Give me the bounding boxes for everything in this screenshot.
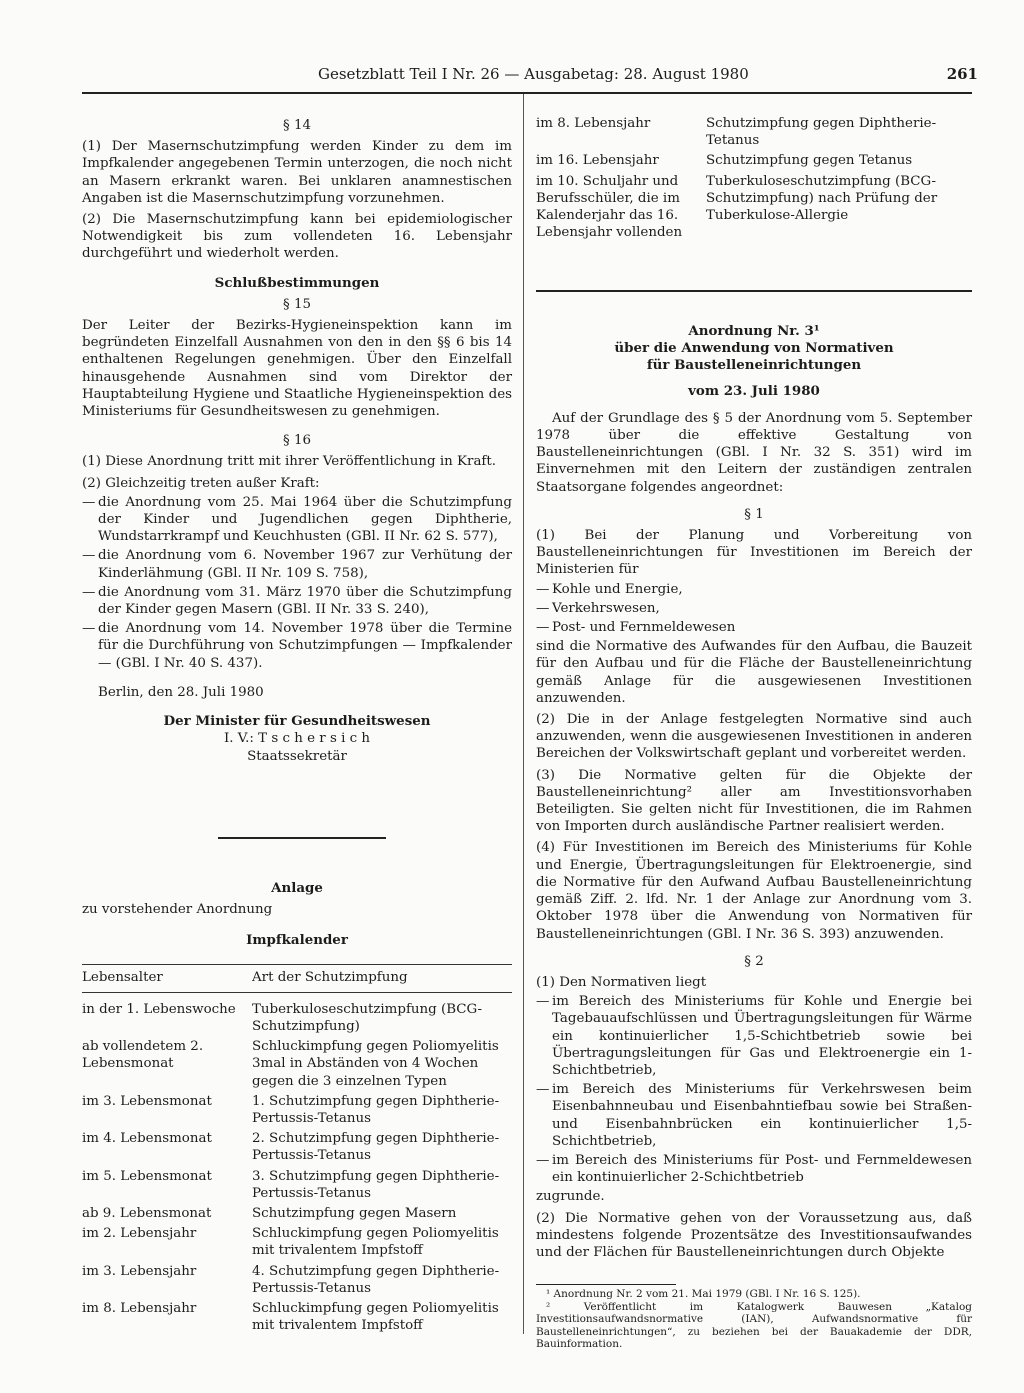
shift-item: — im Bereich des Ministeriums für Post- und Fernmeldewesen ein kontinuierlicher 2-Schichtbetrieb	[536, 1152, 972, 1186]
table-row: im 8. Lebensjahr Schluckimpfung gegen Poliomyelitis mit trivalentem Impfstoff	[82, 1301, 499, 1334]
signer-title: Der Minister für Gesundheitswesen	[163, 713, 431, 730]
table-row: im 2. Lebensjahr Schluckimpfung gegen Poliomyelitis mit trivalentem Impfstoff	[82, 1226, 499, 1259]
annex-heading: Anlage	[271, 880, 323, 896]
section-14-heading: § 14	[283, 118, 311, 133]
section-15-paragraph: Der Leiter der Bezirks-Hygieneinspektion kann im begründeten Einzelfall Ausnahmen von den in den §§ 6 bis 14 enthaltenen Regelungen genehmigen. Über den Einzelfall hinausgehende Ausnahmen sind vom Direktor der Hauptabteilung Hygiene und Staatliche Hygieneinspektion des Ministeriums für Gesundheitswesen zu genehmigen.	[82, 318, 512, 420]
right-column	[536, 323, 972, 1265]
ministry-item: — Verkehrswesen,	[536, 600, 660, 616]
footnotes	[536, 1288, 972, 1351]
right-column-table	[536, 115, 972, 244]
vaccination-table-continued	[536, 115, 972, 244]
table-top-rule	[82, 964, 512, 965]
signer-role: Staatssekretär	[247, 748, 347, 764]
footnote-1: ¹ Anordnung Nr. 2 vom 21. Mai 1979 (GBl. I Nr. 16 S. 125).	[546, 1288, 861, 1300]
repealed-item: — die Anordnung vom 25. Mai 1964 über die Schutzimpfung der Kinder und Jugendlichen gegen Diphtherie, Wundstarrkrampf und Keuchhusten (GBl. II Nr. 62 S. 577),	[82, 494, 512, 545]
section-1-paragraph-2: (2) Die in der Anlage festgelegten Normative sind auch anzuwenden, wenn die ausgewiesenen Investitionen in anderen Bereichen der Volkswirtschaft geplant und vorbereitet werden.	[536, 712, 972, 762]
table-row: ab vollendetem 2. Lebensmonat Schluckimpfung gegen Poliomyelitis 3mal in Abständen von 4 Wochen gegen die 3 einzelnen Typen	[82, 1039, 499, 1089]
table-row: im 8. Lebensjahr Schutzimpfung gegen Diphtherie-Tetanus	[536, 116, 937, 149]
section-2-paragraph-1-continued: zugrunde.	[536, 1189, 605, 1205]
repealed-item: — die Anordnung vom 6. November 1967 zur Verhütung der Kinderlähmung (GBl. II Nr. 109 S. 758),	[82, 548, 512, 581]
section-1-paragraph-3: (3) Die Normative gelten für die Objekte der Baustelleneinrichtung² aller am Investitionsvorhaben Beteiligten. Sie gelten nicht für Investitionen, die im Rahmen von Importen durch ausländische Partner realisiert werden.	[536, 767, 972, 835]
page-number: 261	[946, 65, 978, 83]
ministry-item: — Post- und Fernmeldewesen	[536, 620, 736, 636]
calendar-heading: Impfkalender	[246, 932, 348, 949]
signer-name: I. V.: T s c h e r s i c h	[224, 731, 370, 747]
table-header-row	[82, 965, 512, 992]
table-row: im 5. Lebensmonat 3. Schutzimpfung gegen Diphtherie-Pertussis-Tetanus	[82, 1168, 500, 1201]
section-separator-rule	[536, 290, 972, 292]
ordinance-date: vom 23. Juli 1980	[688, 382, 820, 399]
table-header-rule	[82, 992, 512, 993]
table-row: im 16. Lebensjahr Schutzimpfung gegen Tetanus	[536, 153, 913, 169]
section-2-paragraph-2: (2) Die Normative gehen von der Voraussetzung aus, daß mindestens folgende Prozentsätze des Investitionsaufwandes und der Flächen für Baustelleneinrichtungen durch Objekte	[536, 1210, 972, 1260]
section-14-paragraph-1: (1) Der Masernschutzimpfung werden Kinder zu dem im Impfkalender angegebenen Termin unterzogen, die noch nicht an Masern erkrankt waren. Bei unklaren anamnestischen Angaben ist die Masernschutzimpfung vorzunehmen.	[82, 139, 512, 206]
column-divider	[523, 94, 524, 1334]
vaccination-table	[82, 965, 512, 1338]
shift-item: — im Bereich des Ministeriums für Kohle und Energie bei Tagebauaufschlüssen und Übertragungsleitungen für Wärme ein kontinuierlicher 1,5-Schichtbetrieb sowie bei Übertragungsleitungen für Gas und Elektroenergie ein 1-Schichtbetrieb,	[536, 994, 972, 1078]
running-header	[318, 64, 978, 84]
table-row: ab 9. Lebensmonat Schutzimpfung gegen Masern	[82, 1206, 457, 1222]
table-row: in der 1. Lebenswoche Tuberkuloseschutzimpfung (BCG-Schutzimpfung)	[82, 1001, 483, 1035]
annex-block	[82, 880, 512, 1337]
ordinance-title-line-3: für Baustelleneinrichtungen	[646, 357, 862, 374]
shift-item: — im Bereich des Ministeriums für Verkehrswesen beim Eisenbahnneubau und Eisenbahntiefbau sowie bei Straßen- und Eisenbahnbrücken ein kontinuierlicher 1,5-Schichtbetrieb,	[536, 1082, 972, 1149]
section-1-heading: § 1	[744, 506, 764, 522]
annex-subtitle: zu vorstehender Anordnung	[82, 902, 273, 918]
running-title: Gesetzblatt Teil I Nr. 26 — Ausgabetag: 28. August 1980	[318, 65, 749, 83]
section-2-heading: § 2	[744, 953, 764, 969]
section-15-heading: § 15	[283, 296, 311, 312]
ordinance-intro: Auf der Grundlage des § 5 der Anordnung vom 5. September 1978 über die effektive Gestaltung von Baustelleneinrichtungen (GBl. I Nr. 32 S. 351) wird im Einvernehmen mit den Leitern der zuständigen zentralen Staatsorgane folgendes angeordnet:	[536, 410, 972, 495]
final-provisions-heading: Schlußbestimmungen	[214, 274, 380, 291]
left-column	[82, 117, 512, 765]
section-16-paragraph-2: (2) Gleichzeitig treten außer Kraft:	[82, 475, 320, 491]
table-row: im 10. Schuljahr und Berufsschüler, die im Kalenderjahr das 16. Lebensjahr vollenden Tuberkuloseschutzimpfung (BCG-Schutzimpfung) nach Prüfung der Tuberkulose-Allergie	[536, 173, 938, 241]
column-header-age: Lebensalter	[82, 969, 163, 985]
table-row: im 3. Lebensjahr 4. Schutzimpfung gegen Diphtherie-Pertussis-Tetanus	[82, 1263, 500, 1296]
section-1-paragraph-1-continued: sind die Normative des Aufwandes für den Aufbau, die Bauzeit für den Aufbau und für die Fläche der Baustelleneinrichtung gemäß Anlage für die ausgewiesenen Investitionen anzuwenden.	[536, 639, 972, 706]
header-rule	[82, 92, 972, 94]
repealed-item: — die Anordnung vom 31. März 1970 über die Schutzimpfung der Kinder gegen Masern (GBl. II Nr. 33 S. 240),	[82, 584, 512, 618]
ordinance-title-line-1: Anordnung Nr. 3¹	[688, 323, 820, 339]
table-row: im 3. Lebensmonat 1. Schutzimpfung gegen Diphtherie-Pertussis-Tetanus	[82, 1093, 500, 1127]
section-1-paragraph-4: (4) Für Investitionen im Bereich des Ministeriums für Kohle und Energie, Übertragungsleitungen für Elektroenergie, sind die Normative für den Aufwand Aufbau Baustelleneinrichtung gemäß Ziff. 2. lfd. Nr. 1 der Anlage zur Anordnung vom 3. Oktober 1978 über die Anwendung von Normativen für Baustelleneinrichtungen (GBl. I Nr. 36 S. 393) anzuwenden.	[536, 840, 972, 942]
footnote-2: ² Veröffentlicht im Katalogwerk Bauwesen „Katalog Investitionsaufwandsnormative (IAN), Aufwandsnormative für Baustelleneinrichtungen“, zu beziehen bei der Bauakademie der DDR, Bauinformation.	[536, 1300, 972, 1350]
signature-rule	[218, 837, 386, 839]
column-header-vaccination: Art der Schutzimpfung	[252, 969, 408, 985]
section-2-paragraph-1: (1) Den Normativen liegt	[536, 974, 707, 990]
section-14-paragraph-2: (2) Die Masernschutzimpfung kann bei epidemiologischer Notwendigkeit bis zum vollendeten 16. Lebensjahr durchgeführt und wiederholt werden.	[82, 212, 512, 262]
table-row: im 4. Lebensmonat 2. Schutzimpfung gegen Diphtherie-Pertussis-Tetanus	[82, 1131, 500, 1164]
place-date: Berlin, den 28. Juli 1980	[98, 684, 264, 700]
repealed-item: — die Anordnung vom 14. November 1978 über die Termine für die Durchführung von Schutzimpfungen — Impfkalender — (GBl. I Nr. 40 S. 437).	[82, 621, 512, 671]
ministry-item: — Kohle und Energie,	[536, 581, 683, 597]
footnote-rule	[536, 1284, 676, 1285]
section-1-paragraph-1: (1) Bei der Planung und Vorbereitung von Baustelleneinrichtungen für Investitionen im Bereich der Ministerien für	[536, 528, 972, 578]
ordinance-title-line-2: über die Anwendung von Normativen	[614, 340, 894, 357]
section-16-paragraph-1: (1) Diese Anordnung tritt mit ihrer Veröffentlichung in Kraft.	[82, 454, 497, 470]
section-16-heading: § 16	[283, 433, 311, 449]
